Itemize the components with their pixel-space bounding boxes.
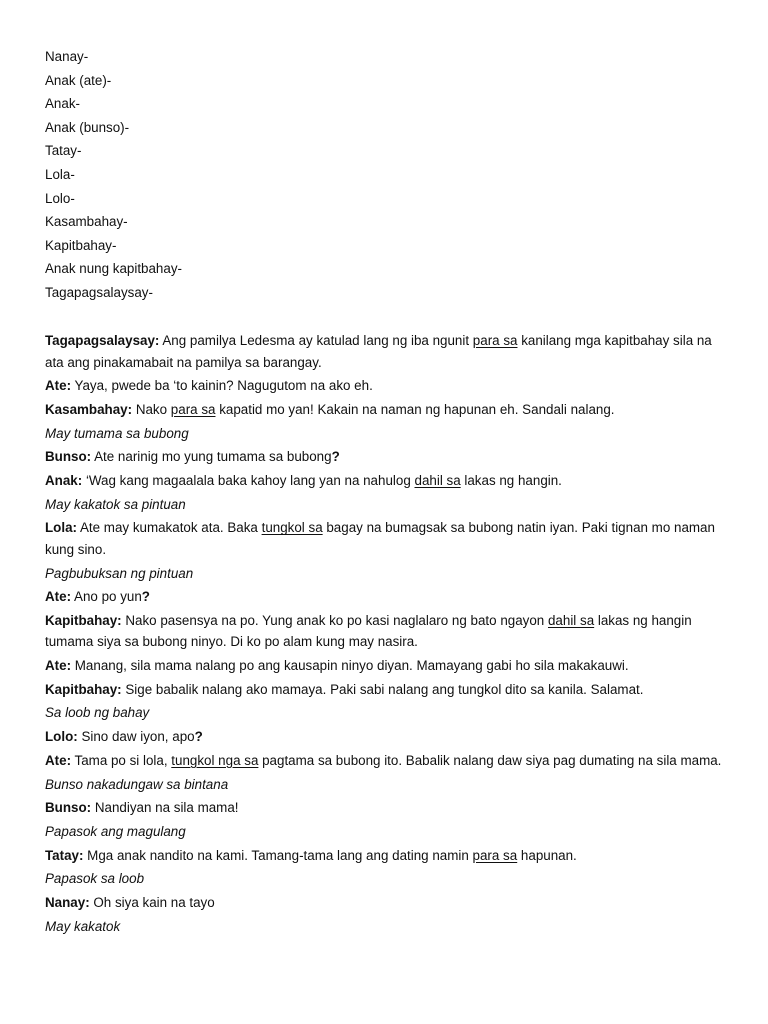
dialogue-text: Ang pamilya Ledesma ay katulad lang ng iba ngunit bbox=[159, 333, 473, 348]
dialogue-line bbox=[45, 655, 725, 677]
underlined-phrase: tungkol nga sa bbox=[171, 752, 259, 768]
dialogue-line bbox=[45, 750, 725, 772]
dialogue-line bbox=[45, 375, 725, 397]
stage-direction: May tumama sa bubong bbox=[45, 425, 189, 441]
dialogue-text: Tama po si lola, bbox=[71, 752, 172, 768]
dialogue-text: Nandiyan na sila mama! bbox=[91, 800, 239, 816]
speaker-name: Kapitbahay: bbox=[45, 681, 122, 697]
stage-direction: Sa loob ng bahay bbox=[45, 705, 150, 721]
dialogue-text: Nako pasensya na po. Yung anak ko po kasi naglalaro ng bato ngayon bbox=[121, 612, 548, 628]
speaker-name: Tatay: bbox=[45, 847, 84, 863]
speaker-name: Kasambahay: bbox=[45, 401, 133, 417]
dialogue-line bbox=[45, 892, 725, 914]
cast-list bbox=[45, 46, 182, 306]
dialogue-line bbox=[45, 330, 725, 373]
dialogue-line bbox=[45, 797, 725, 819]
speaker-name: Bunso: bbox=[45, 800, 92, 816]
stage-direction: May kakatok sa pintuan bbox=[45, 496, 186, 512]
underlined-phrase: para sa bbox=[472, 333, 518, 348]
dialogue-text: ? bbox=[194, 729, 203, 745]
dialogue-text: lakas ng hangin tumama siya sa bubong ninyo. Di ko po alam kung may nasira. bbox=[45, 612, 692, 650]
cast-item: Nanay- bbox=[45, 49, 89, 64]
dialogue-text: ? bbox=[331, 449, 340, 465]
speaker-name: Ate: bbox=[45, 658, 72, 674]
dialogue-text: lakas ng hangin. bbox=[460, 472, 562, 488]
dialogue-text: Ate narinig mo yung tumama sa bubong bbox=[91, 449, 332, 465]
dialogue-text: Oh siya kain na tayo bbox=[89, 894, 215, 910]
underlined-phrase: dahil sa bbox=[414, 472, 461, 488]
dialogue-line bbox=[45, 446, 725, 468]
dialogue-text: Nako bbox=[132, 401, 171, 417]
dialogue-text: hapunan. bbox=[517, 847, 577, 863]
dialogue-line bbox=[45, 726, 725, 748]
cast-item: Lola- bbox=[45, 166, 75, 182]
speaker-name: Bunso: bbox=[45, 449, 92, 465]
dialogue-text: Sige babalik nalang ako mamaya. Paki sabi nalang ang tungkol dito sa kanila. Salamat. bbox=[121, 681, 644, 697]
cast-item: Kapitbahay- bbox=[45, 237, 117, 253]
dialogue-text: kanilang mga kapitbahay sila na ata ang pinakamabait na pamilya sa barangay. bbox=[45, 333, 712, 370]
dialogue-line bbox=[45, 517, 725, 560]
cast-item: Tatay- bbox=[45, 143, 82, 159]
cast-item: Anak nung kapitbahay- bbox=[45, 261, 182, 277]
underlined-phrase: dahil sa bbox=[547, 612, 595, 628]
speaker-name: Kapitbahay: bbox=[45, 612, 122, 628]
underlined-phrase: para sa bbox=[170, 401, 216, 417]
stage-direction: Papasok ang magulang bbox=[45, 823, 186, 839]
speaker-name: Lola: bbox=[45, 520, 77, 536]
speaker-name: Nanay: bbox=[45, 894, 90, 910]
dialogue-line bbox=[45, 845, 725, 867]
dialogue-text: Sino daw iyon, apo bbox=[77, 729, 195, 745]
dialogue-text: Ano po yun bbox=[71, 589, 142, 605]
speaker-name: Tagapagsalaysay: bbox=[45, 333, 160, 348]
cast-item: Anak- bbox=[45, 96, 80, 112]
stage-direction: Bunso nakadungaw sa bintana bbox=[45, 776, 229, 792]
dialogue-line bbox=[45, 399, 725, 421]
underlined-phrase: para sa bbox=[472, 847, 518, 863]
dialogue-text: Mga anak nandito na kami. Tamang-tama lang ang dating namin bbox=[83, 847, 473, 863]
underlined-phrase: tungkol sa bbox=[261, 520, 323, 536]
dialogue-text: Yaya, pwede ba ‘to kainin? Nagugutom na ako eh. bbox=[71, 378, 373, 394]
dialogue-text: Ate may kumakatok ata. Baka bbox=[77, 520, 262, 536]
cast-item: Tagapagsalaysay- bbox=[45, 284, 153, 300]
dialogue-line bbox=[45, 610, 725, 653]
cast-item: Kasambahay- bbox=[45, 214, 128, 230]
dialogue-text: kapatid mo yan! Kakain na naman ng hapunan eh. Sandali nalang. bbox=[215, 401, 615, 417]
dialogue-text: Manang, sila mama nalang po ang kausapin ninyo diyan. Mamayang gabi ho sila makakauwi. bbox=[71, 658, 629, 674]
speaker-name: Ate: bbox=[45, 589, 72, 605]
stage-direction: May kakatok bbox=[45, 918, 121, 934]
stage-direction: Pagbubuksan ng pintuan bbox=[45, 565, 194, 581]
dialogue-line bbox=[45, 470, 725, 492]
cast-item: Anak (bunso)- bbox=[45, 119, 130, 135]
dialogue-line bbox=[45, 679, 725, 701]
speaker-name: Ate: bbox=[45, 752, 72, 768]
stage-direction: Papasok sa loob bbox=[45, 871, 145, 887]
speaker-name: Lolo: bbox=[45, 729, 78, 745]
speaker-name: Anak: bbox=[45, 472, 83, 488]
cast-item: Anak (ate)- bbox=[45, 72, 112, 88]
dialogue-text: ? bbox=[141, 589, 150, 605]
dialogue-text: bagay na bumagsak sa bubong natin iyan. Paki tignan mo naman kung sino. bbox=[45, 520, 715, 557]
dialogue-text: ‘Wag kang magaalala baka kahoy lang yan na nahulog bbox=[82, 472, 415, 488]
dialogue-text: pagtama sa bubong ito. Babalik nalang daw siya pag dumating na sila mama. bbox=[258, 752, 722, 768]
script-body bbox=[45, 330, 725, 939]
speaker-name: Ate: bbox=[45, 378, 72, 394]
cast-item: Lolo- bbox=[45, 190, 75, 206]
dialogue-line bbox=[45, 586, 725, 608]
